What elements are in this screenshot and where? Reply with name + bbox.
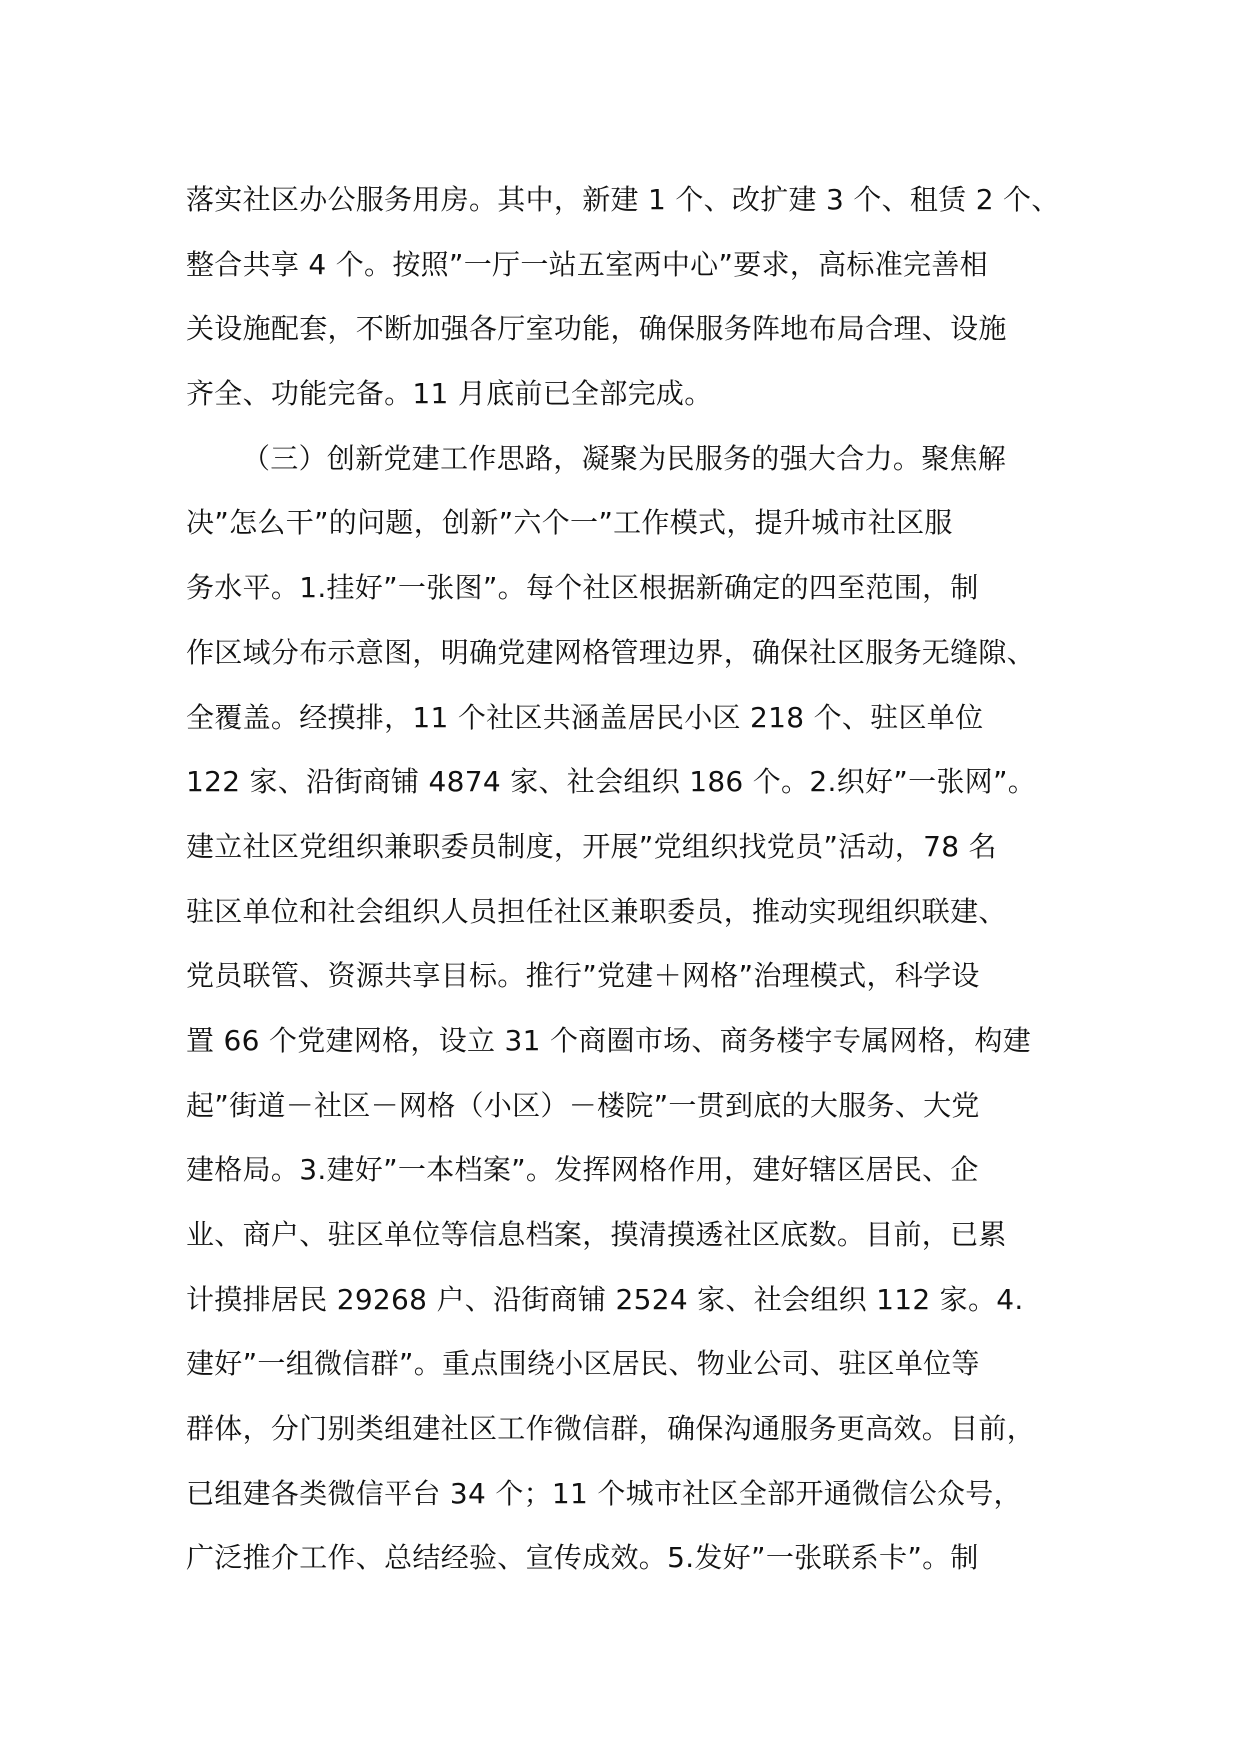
text-line: 建格局。3.建好”一本档案”。发挥网格作用，建好辖区居民、企 bbox=[186, 1153, 979, 1187]
text-line: 起”街道－社区－网格（小区）－楼院”一贯到底的大服务、大党 bbox=[186, 1088, 980, 1122]
text-line: 决”怎么干”的问题，创新”六个一”工作模式，提升城市社区服 bbox=[186, 506, 953, 540]
text-line: 建立社区党组织兼职委员制度，开展”党组织找党员”活动，78 名 bbox=[186, 829, 997, 863]
text-line: 党员联管、资源共享目标。推行”党建＋网格”治理模式，科学设 bbox=[186, 959, 980, 993]
text-line: 整合共享 4 个。按照”一厅一站五室两中心”要求，高标准完善相 bbox=[186, 247, 988, 281]
text-line: 广泛推介工作、总结经验、宣传成效。5.发好”一张联系卡”。制 bbox=[186, 1541, 979, 1575]
text-line: 落实社区办公服务用房。其中，新建 1 个、改扩建 3 个、租赁 2 个、 bbox=[186, 183, 1060, 216]
text-line: 作区域分布示意图，明确党建网格管理边界，确保社区服务无缝隙、 bbox=[186, 635, 1036, 669]
text-line: 务水平。1.挂好”一张图”。每个社区根据新确定的四至范围，制 bbox=[186, 571, 979, 605]
text-line: 122 家、沿街商铺 4874 家、社会组织 186 个。2.织好”一张网”。 bbox=[186, 765, 1037, 799]
text-line: 建好”一组微信群”。重点围绕小区居民、物业公司、驻区单位等 bbox=[186, 1347, 980, 1381]
text-line: 群体，分门别类组建社区工作微信群，确保沟通服务更高效。目前， bbox=[186, 1412, 1036, 1446]
text-line: 置 66 个党建网格，设立 31 个商圈市场、商务楼宇专属网格，构建 bbox=[186, 1023, 1032, 1057]
text-line: 关设施配套，不断加强各厅室功能，确保服务阵地布局合理、设施 bbox=[186, 312, 1007, 346]
text-line: 已组建各类微信平台 34 个；11 个城市社区全部开通微信公众号， bbox=[186, 1476, 1022, 1510]
section-heading-line: （三）创新党建工作思路，凝聚为民服务的强大合力。聚焦解 bbox=[242, 441, 1007, 475]
text-line: 驻区单位和社会组织人员担任社区兼职委员，推动实现组织联建、 bbox=[186, 894, 1007, 928]
body-text bbox=[186, 168, 1076, 1591]
text-line: 计摸排居民 29268 户、沿街商铺 2524 家、社会组织 112 家。4. bbox=[186, 1282, 1024, 1316]
text-line: 全覆盖。经摸排，11 个社区共涵盖居民小区 218 个、驻区单位 bbox=[186, 700, 984, 734]
text-line: 齐全、功能完备。11 月底前已全部完成。 bbox=[186, 377, 713, 411]
text-line: 业、商户、驻区单位等信息档案，摸清摸透社区底数。目前，已累 bbox=[186, 1218, 1007, 1251]
